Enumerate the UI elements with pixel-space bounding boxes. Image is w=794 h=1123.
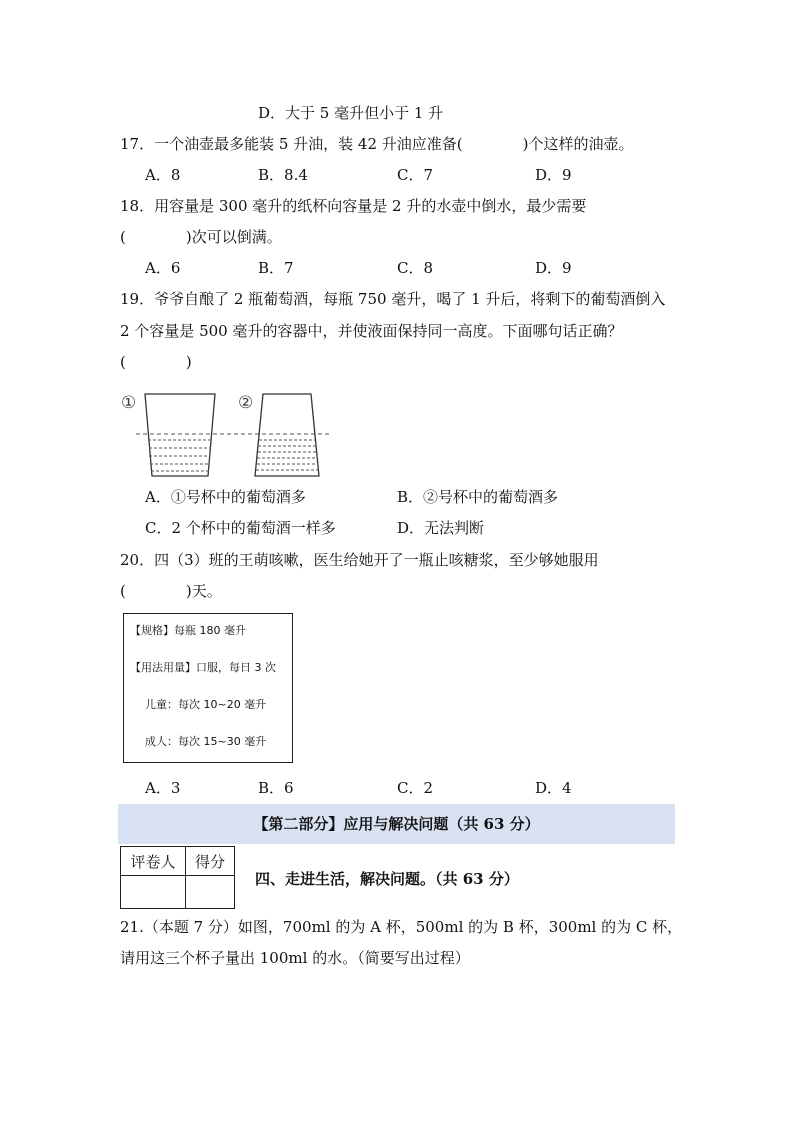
grader-cell[interactable] <box>121 876 186 909</box>
cups-diagram <box>118 388 333 480</box>
score-cell[interactable] <box>186 876 235 909</box>
q18-option-a: A．6 <box>145 259 181 277</box>
q19-option-a: A．①号杯中的葡萄酒多 <box>145 488 306 506</box>
q18-option-b: B．7 <box>258 259 294 277</box>
medicine-child-dose: 儿童：每次 10~20 毫升 <box>145 698 267 711</box>
medicine-spec: 【规格】每瓶 180 毫升 <box>130 624 246 637</box>
medicine-adult-dose: 成人：每次 15~30 毫升 <box>145 735 267 748</box>
q19-option-b: B．②号杯中的葡萄酒多 <box>397 488 559 506</box>
q17-option-c: C．7 <box>397 166 434 184</box>
q19-option-d: D．无法判断 <box>397 519 485 537</box>
q18-option-c: C．8 <box>397 259 434 277</box>
q20-option-a: A．3 <box>145 779 181 797</box>
medicine-label-box <box>123 613 293 763</box>
cup1-number-label: ① <box>121 393 137 413</box>
q17-stem: 17．一个油壶最多能装 5 升油，装 42 升油应准备( )个这样的油壶。 <box>120 135 634 153</box>
section-2-header <box>118 804 675 844</box>
q17-option-a: A．8 <box>145 166 181 184</box>
q19-option-c: C．2 个杯中的葡萄酒一样多 <box>145 519 336 537</box>
cup2-number-label: ② <box>238 393 254 413</box>
q21-stem-line1: 21.（本题 7 分）如图，700ml 的为 A 杯，500ml 的为 B 杯，300ml 的为 C 杯， <box>120 918 683 936</box>
q20-stem-line1: 20．四（3）班的王萌咳嗽，医生给她开了一瓶止咳糖浆，至少够她服用 <box>120 551 599 569</box>
q20-stem-line2: ( )天。 <box>120 582 222 600</box>
q16-option-d: D．大于 5 毫升但小于 1 升 <box>258 104 444 122</box>
grader-score-table <box>120 846 235 909</box>
score-header: 得分 <box>186 847 235 876</box>
q19-stem-line2: 2 个容量是 500 毫升的容器中，并使液面保持同一高度。下面哪句话正确？ <box>120 322 623 340</box>
q19-stem-line3: ( ) <box>120 353 192 371</box>
part-4-title: 四、走进生活，解决问题。（共 63 分） <box>255 870 519 888</box>
q18-stem-line2: ( )次可以倒满。 <box>120 228 282 246</box>
q20-option-b: B．6 <box>258 779 294 797</box>
cup-1-liquid <box>148 440 212 471</box>
section-2-title: 【第二部分】应用与解决问题（共 63 分） <box>253 815 540 833</box>
q20-option-d: D．4 <box>535 779 572 797</box>
medicine-dosage: 【用法用量】口服，每日 3 次 <box>130 661 276 674</box>
q18-stem-line1: 18．用容量是 300 毫升的纸杯向容量是 2 升的水壶中倒水，最少需要 <box>120 197 587 215</box>
q17-option-b: B．8.4 <box>258 166 308 184</box>
cup-2-liquid <box>256 440 318 470</box>
q21-stem-line2: 请用这三个杯子量出 100ml 的水。（简要写出过程） <box>120 949 470 967</box>
q18-option-d: D．9 <box>535 259 572 277</box>
q17-option-d: D．9 <box>535 166 572 184</box>
q19-stem-line1: 19．爷爷自酿了 2 瓶葡萄酒，每瓶 750 毫升，喝了 1 升后，将剩下的葡萄酒倒入 <box>120 290 666 308</box>
q20-option-c: C．2 <box>397 779 434 797</box>
grader-header: 评卷人 <box>121 847 186 876</box>
